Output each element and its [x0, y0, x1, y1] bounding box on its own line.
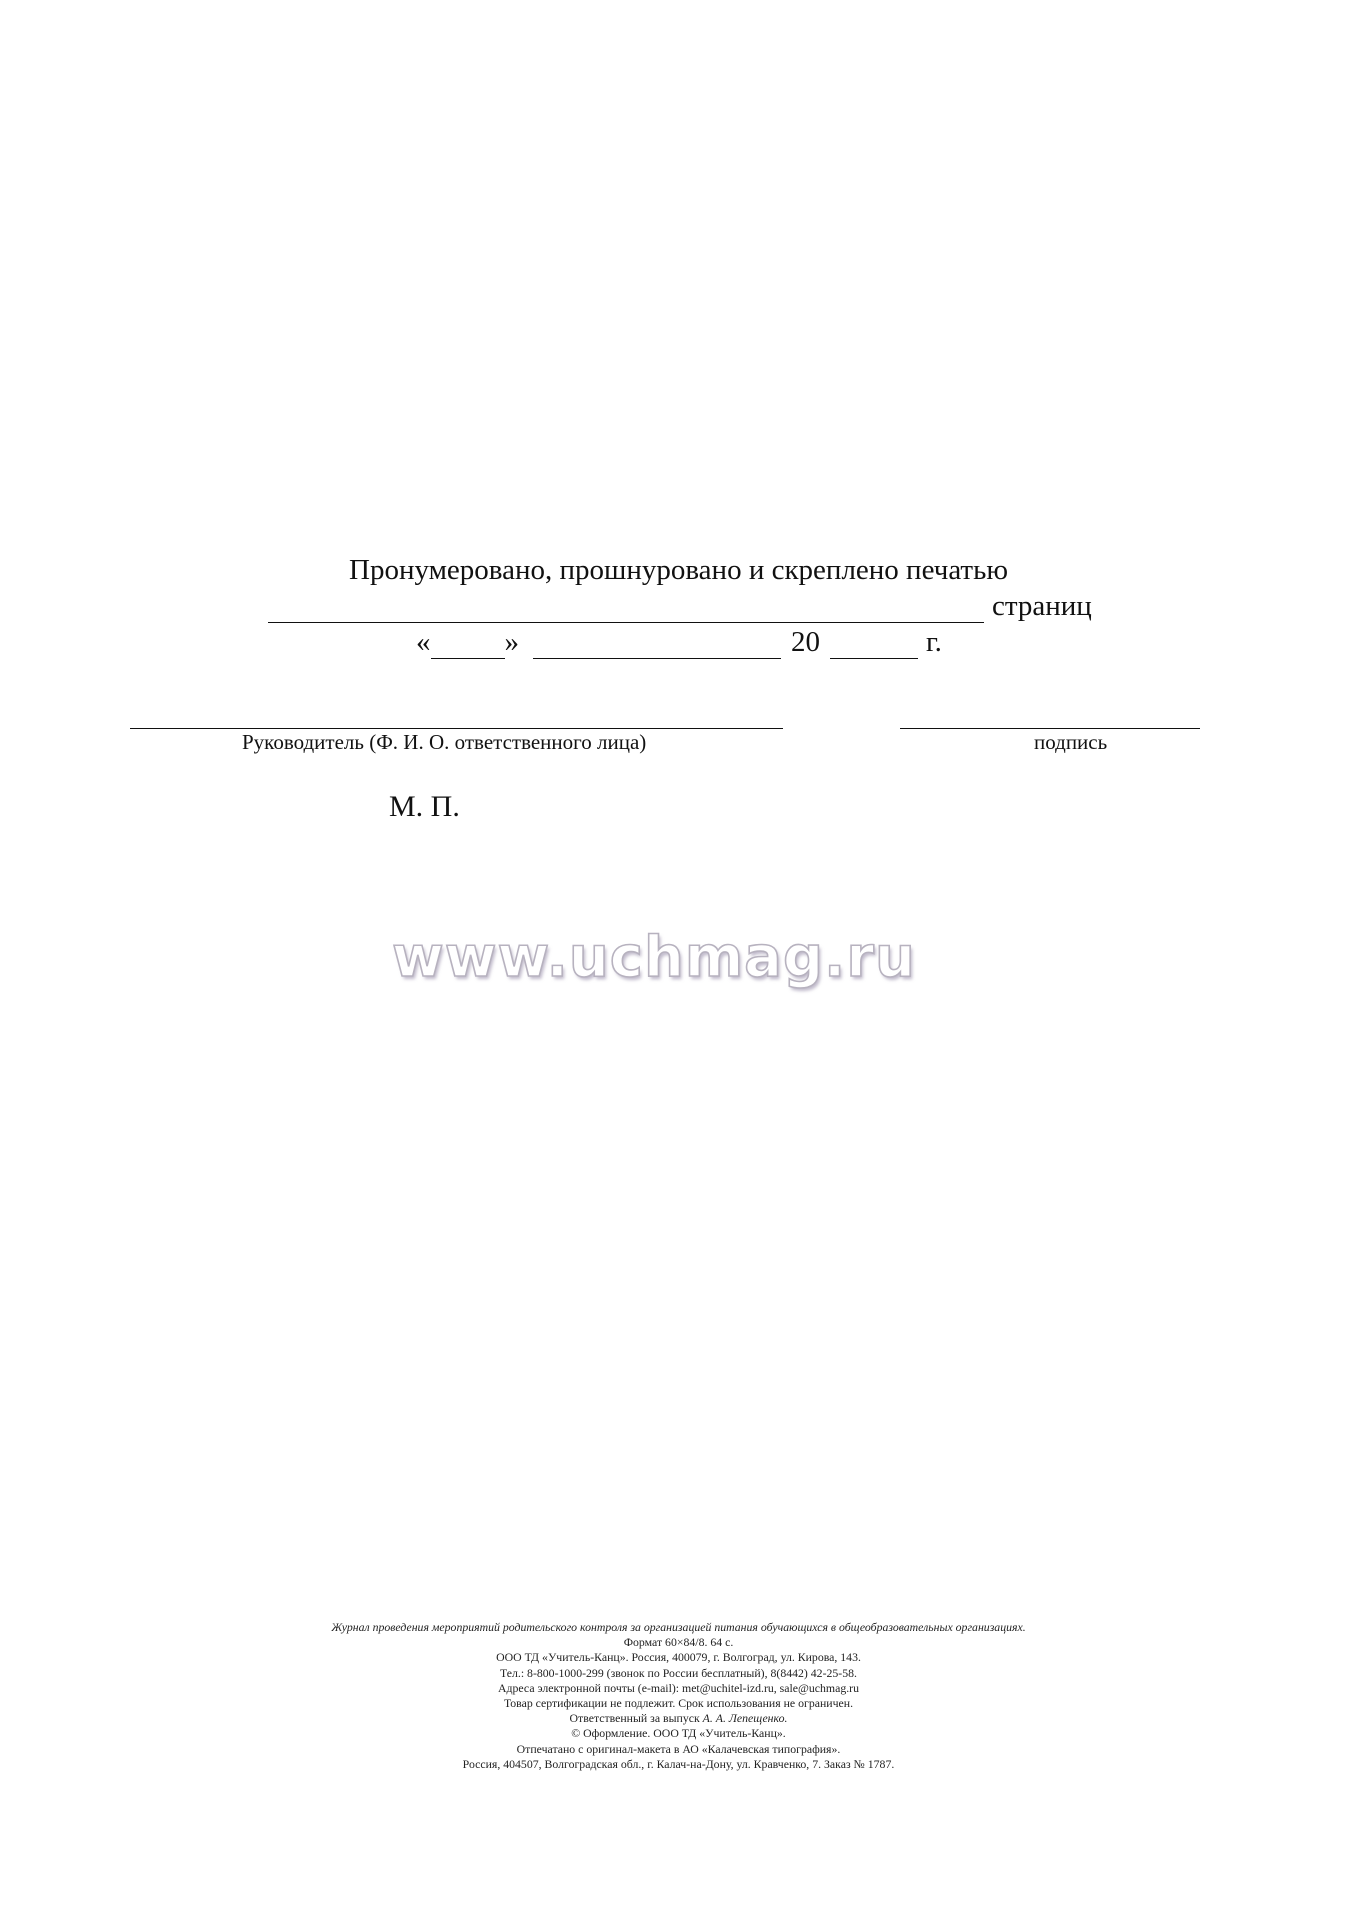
responsible-name: А. А. Лепещенко.	[702, 1711, 788, 1726]
imprint-format: Формат 60×84/8. 64 с.	[623, 1635, 734, 1650]
responsible-label: Ответственный за выпуск	[569, 1711, 700, 1726]
manager-name-line	[130, 728, 783, 729]
imprint-publisher: ООО ТД «Учитель-Канц». Россия, 400079, г. Волгоград, ул. Кирова, 143.	[496, 1650, 861, 1665]
year-blank	[830, 628, 918, 659]
imprint-block	[0, 1620, 1357, 1772]
signature-caption: подпись	[1034, 730, 1108, 754]
imprint-phones: Тел.: 8-800-1000-299 (звонок по России бесплатный), 8(8442) 42-25-58.	[500, 1665, 857, 1680]
certification-title: Пронумеровано, прошнуровано и скреплено печатью	[349, 554, 1008, 586]
pages-count-row	[268, 590, 1092, 623]
manager-caption: Руководитель (Ф. И. О. ответственного лица)	[242, 730, 647, 754]
imprint-printer-address: Россия, 404507, Волгоградская обл., г. Калач-на-Дону, ул. Кравченко, 7. Заказ № 1787.	[462, 1756, 895, 1771]
stamp-place-label: М. П.	[389, 790, 460, 823]
imprint-printed: Отпечатано с оригинал-макета в АО «Калачевская типография».	[516, 1741, 841, 1756]
pages-word: страниц	[992, 590, 1092, 622]
imprint-responsible	[0, 1711, 1357, 1726]
imprint-design: © Оформление. ООО ТД «Учитель-Канц».	[571, 1726, 786, 1741]
imprint-emails: Адреса электронной почты (e-mail): met@uchitel-izd.ru, sale@uchmag.ru	[497, 1680, 860, 1695]
watermark: www.uchmag.ru	[392, 925, 916, 990]
date-close-quote: »	[504, 626, 519, 658]
year-prefix: 20	[791, 626, 820, 658]
imprint-certification: Товар сертификации не подлежит. Срок использования не ограничен.	[503, 1696, 854, 1711]
pages-count-blank	[268, 592, 984, 623]
year-suffix: г.	[926, 626, 942, 658]
day-blank	[431, 628, 505, 659]
month-blank	[533, 628, 781, 659]
imprint-title: Журнал проведения мероприятий родительского контроля за организацией питания обучающихся в общеобразовательных организациях.	[331, 1620, 1026, 1634]
signature-line	[900, 728, 1200, 729]
date-open-quote: «	[416, 626, 431, 658]
date-row	[416, 626, 942, 659]
